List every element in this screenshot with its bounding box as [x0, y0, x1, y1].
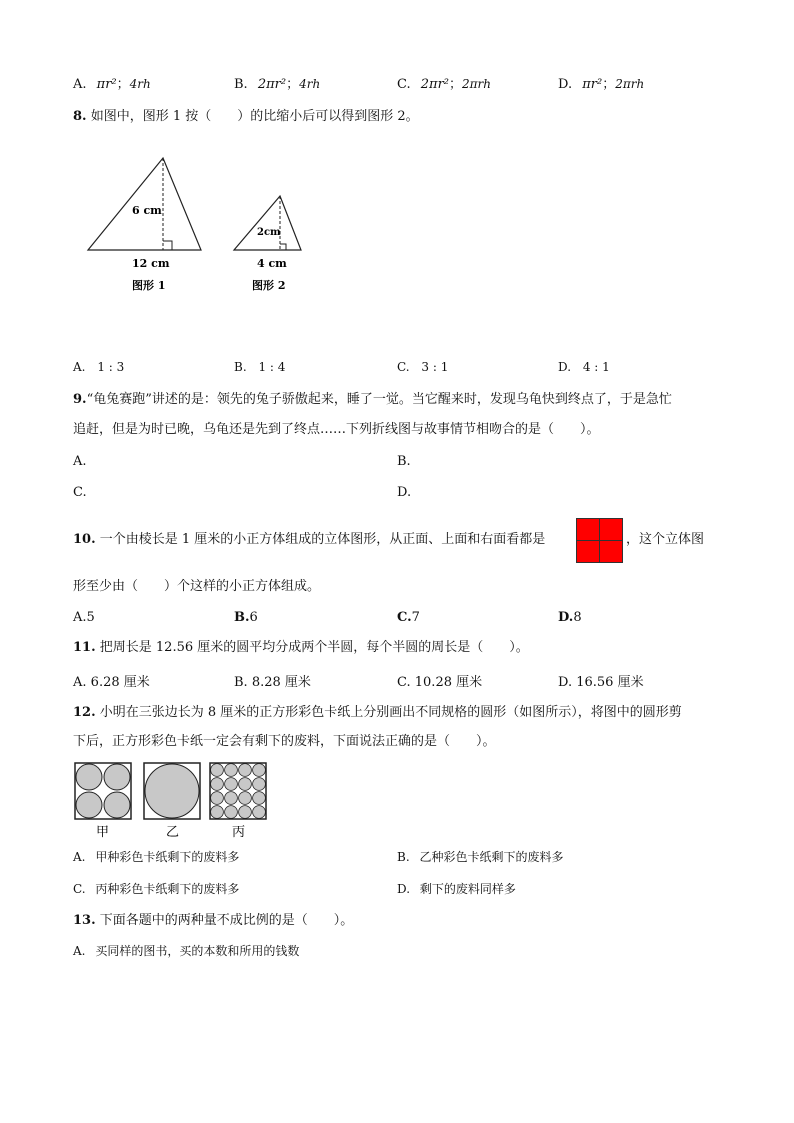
question-text: 把周长是 12.56 厘米的圆平均分成两个半圆，每个半圆的周长是（ ）。 — [99, 640, 529, 655]
option-letter: B. — [234, 77, 248, 92]
small-circle — [239, 778, 252, 791]
q9-stem-line-1 — [73, 390, 672, 410]
q10-option-b[interactable] — [234, 610, 258, 625]
label-yi: 乙 — [166, 825, 180, 840]
small-circle — [253, 778, 266, 791]
small-circle — [253, 806, 266, 819]
option-letter: B. — [234, 675, 248, 690]
q13-stem — [73, 911, 353, 931]
option-separator: ； — [602, 77, 616, 92]
option-text: 7 — [411, 610, 420, 625]
option-text: 8.28 厘米 — [251, 675, 311, 690]
q8-option-a[interactable] — [73, 360, 124, 374]
option-formula: πr² — [96, 77, 117, 92]
q12-option-b[interactable] — [397, 848, 563, 865]
small-circle — [253, 792, 266, 805]
option-text: 10.28 厘米 — [414, 675, 483, 690]
option-text: 丙种彩色卡纸剩下的废料多 — [95, 882, 240, 896]
question-text: 追赶，但是为时已晚，乌龟还是先到了终点……下列折线图与故事情节相吻合的是（ ）。 — [73, 422, 600, 437]
q10-stem-line-1a — [73, 530, 545, 550]
q13-option-a[interactable] — [73, 942, 299, 959]
option-letter: C. — [397, 360, 410, 374]
question-number: 9. — [73, 392, 87, 407]
option-text: 16.56 厘米 — [576, 675, 644, 690]
q8-option-d[interactable] — [558, 360, 610, 374]
q9-option-a[interactable]: A. — [73, 454, 87, 469]
square-yi — [144, 763, 200, 819]
question-number: 10. — [73, 532, 96, 547]
square-jia — [75, 763, 131, 819]
figure-2-caption: 图形 2 — [252, 279, 286, 292]
q11-option-d[interactable] — [558, 671, 644, 690]
option-text: 3 : 1 — [421, 360, 449, 374]
square-bing — [210, 763, 266, 819]
q9-option-c[interactable]: C. — [73, 485, 87, 500]
option-formula: 2πr² — [257, 77, 287, 92]
option-text: 1 : 3 — [97, 360, 125, 374]
q7-option-a[interactable] — [73, 73, 151, 92]
q12-figure — [74, 762, 274, 840]
q9-option-d[interactable]: D. — [397, 485, 412, 500]
small-circle — [239, 792, 252, 805]
option-letter: A. — [73, 944, 86, 958]
q11-option-c[interactable] — [397, 671, 482, 690]
question-text: 下面各题中的两种量不成比例的是（ ）。 — [99, 913, 354, 928]
option-letter: B. — [234, 360, 247, 374]
q8-option-b[interactable] — [234, 360, 285, 374]
small-circle — [211, 792, 224, 805]
question-text: 如图中，图形 1 按（ ）的比缩小后可以得到图形 2。 — [90, 109, 419, 124]
question-number: 8. — [73, 109, 87, 124]
q10-stem-line-2: 形至少由（ ）个这样的小正方体组成。 — [73, 579, 321, 594]
q10-option-a[interactable] — [73, 610, 95, 625]
small-circle — [239, 806, 252, 819]
q8-figure — [80, 150, 320, 300]
option-letter: A. — [73, 77, 87, 92]
small-circle — [253, 764, 266, 777]
option-letter: B. — [234, 610, 250, 625]
option-formula: 4rh — [129, 77, 151, 91]
question-text: “龟兔赛跑”讲述的是：领先的兔子骄傲起来，睡了一觉。当它醒来时，发现乌龟快到终点了，于是急忙 — [86, 392, 672, 407]
option-text: 甲种彩色卡纸剩下的废料多 — [95, 850, 240, 864]
q11-option-b[interactable] — [234, 671, 311, 690]
small-circle — [225, 764, 238, 777]
q7-option-d[interactable] — [558, 73, 644, 92]
q7-option-c[interactable] — [397, 73, 491, 92]
label-bing: 丙 — [232, 825, 246, 840]
option-text: 买同样的图书，买的本数和所用的钱数 — [95, 944, 300, 958]
option-letter: C. — [397, 610, 412, 625]
option-letter: C. — [397, 77, 411, 92]
option-letter: C. — [73, 882, 86, 896]
q8-stem — [73, 107, 419, 127]
option-letter: D. — [558, 675, 573, 690]
option-text: 1 : 4 — [258, 360, 286, 374]
q11-option-a[interactable] — [73, 671, 150, 690]
option-text: 8 — [573, 610, 582, 625]
small-circle — [211, 764, 224, 777]
option-letter: D. — [558, 360, 572, 374]
option-formula: πr² — [582, 77, 603, 92]
small-circle — [211, 806, 224, 819]
q10-stem-line-1b: ，这个立体图 — [626, 532, 705, 547]
option-text: 6.28 厘米 — [90, 675, 150, 690]
figure-2-triangle — [234, 196, 301, 292]
option-letter: A. — [73, 610, 87, 625]
q10-option-c[interactable] — [397, 610, 420, 625]
option-text: 乙种彩色卡纸剩下的废料多 — [419, 850, 564, 864]
small-circle — [239, 764, 252, 777]
q10-option-d[interactable] — [558, 610, 582, 625]
option-letter: A. — [73, 850, 86, 864]
figure-1-triangle — [88, 158, 201, 292]
q12-option-a[interactable] — [73, 848, 239, 865]
option-text: 剩下的废料同样多 — [419, 882, 516, 896]
q10-view-square — [576, 518, 623, 563]
q8-option-c[interactable] — [397, 360, 448, 374]
question-text: 小明在三张边长为 8 厘米的正方形彩色卡纸上分别画出不同规格的圆形（如图所示），将图中的圆形剪 — [99, 705, 682, 720]
option-separator: ； — [449, 77, 463, 92]
option-separator: ； — [116, 77, 130, 92]
option-text: 4 : 1 — [582, 360, 610, 374]
figure-1-height-label: 6 cm — [132, 204, 162, 217]
q9-stem-line-2 — [73, 420, 600, 440]
small-circle — [211, 778, 224, 791]
option-letter: A. — [73, 675, 87, 690]
q12-option-c[interactable] — [73, 880, 239, 897]
figure-2-base-label: 4 cm — [257, 257, 287, 270]
question-number: 12. — [73, 705, 96, 720]
small-circle — [225, 806, 238, 819]
q7-option-b[interactable] — [234, 73, 320, 92]
option-text: 6 — [249, 610, 258, 625]
option-formula: 2πr² — [420, 77, 450, 92]
option-letter: D. — [558, 610, 574, 625]
option-letter: C. — [397, 675, 411, 690]
figure-2-height-label: 2cm — [257, 227, 281, 238]
question-number: 13. — [73, 913, 96, 928]
figure-1-caption: 图形 1 — [132, 279, 166, 292]
option-separator: ； — [286, 77, 300, 92]
q9-option-b[interactable]: B. — [397, 454, 411, 469]
option-formula: 2πrh — [615, 77, 645, 91]
small-circle — [225, 792, 238, 805]
option-text: 5 — [86, 610, 95, 625]
q12-stem-line-2: 下后，正方形彩色卡纸一定会有剩下的废料，下面说法正确的是（ ）。 — [73, 734, 496, 749]
option-letter: D. — [558, 77, 573, 92]
option-letter: A. — [73, 360, 86, 374]
small-circle — [225, 778, 238, 791]
figure-1-base-label: 12 cm — [132, 257, 170, 270]
option-letter: B. — [397, 850, 410, 864]
q12-stem-line-1 — [73, 703, 682, 723]
question-text: 一个由棱长是 1 厘米的小正方体组成的立体图形，从正面、上面和右面看都是 — [99, 532, 546, 547]
option-formula: 4rh — [299, 77, 321, 91]
option-formula: 2πrh — [462, 77, 492, 91]
question-number: 11. — [73, 640, 96, 655]
q11-stem — [73, 638, 529, 658]
q12-option-d[interactable] — [397, 880, 516, 897]
option-letter: D. — [397, 882, 411, 896]
label-jia: 甲 — [96, 825, 110, 840]
